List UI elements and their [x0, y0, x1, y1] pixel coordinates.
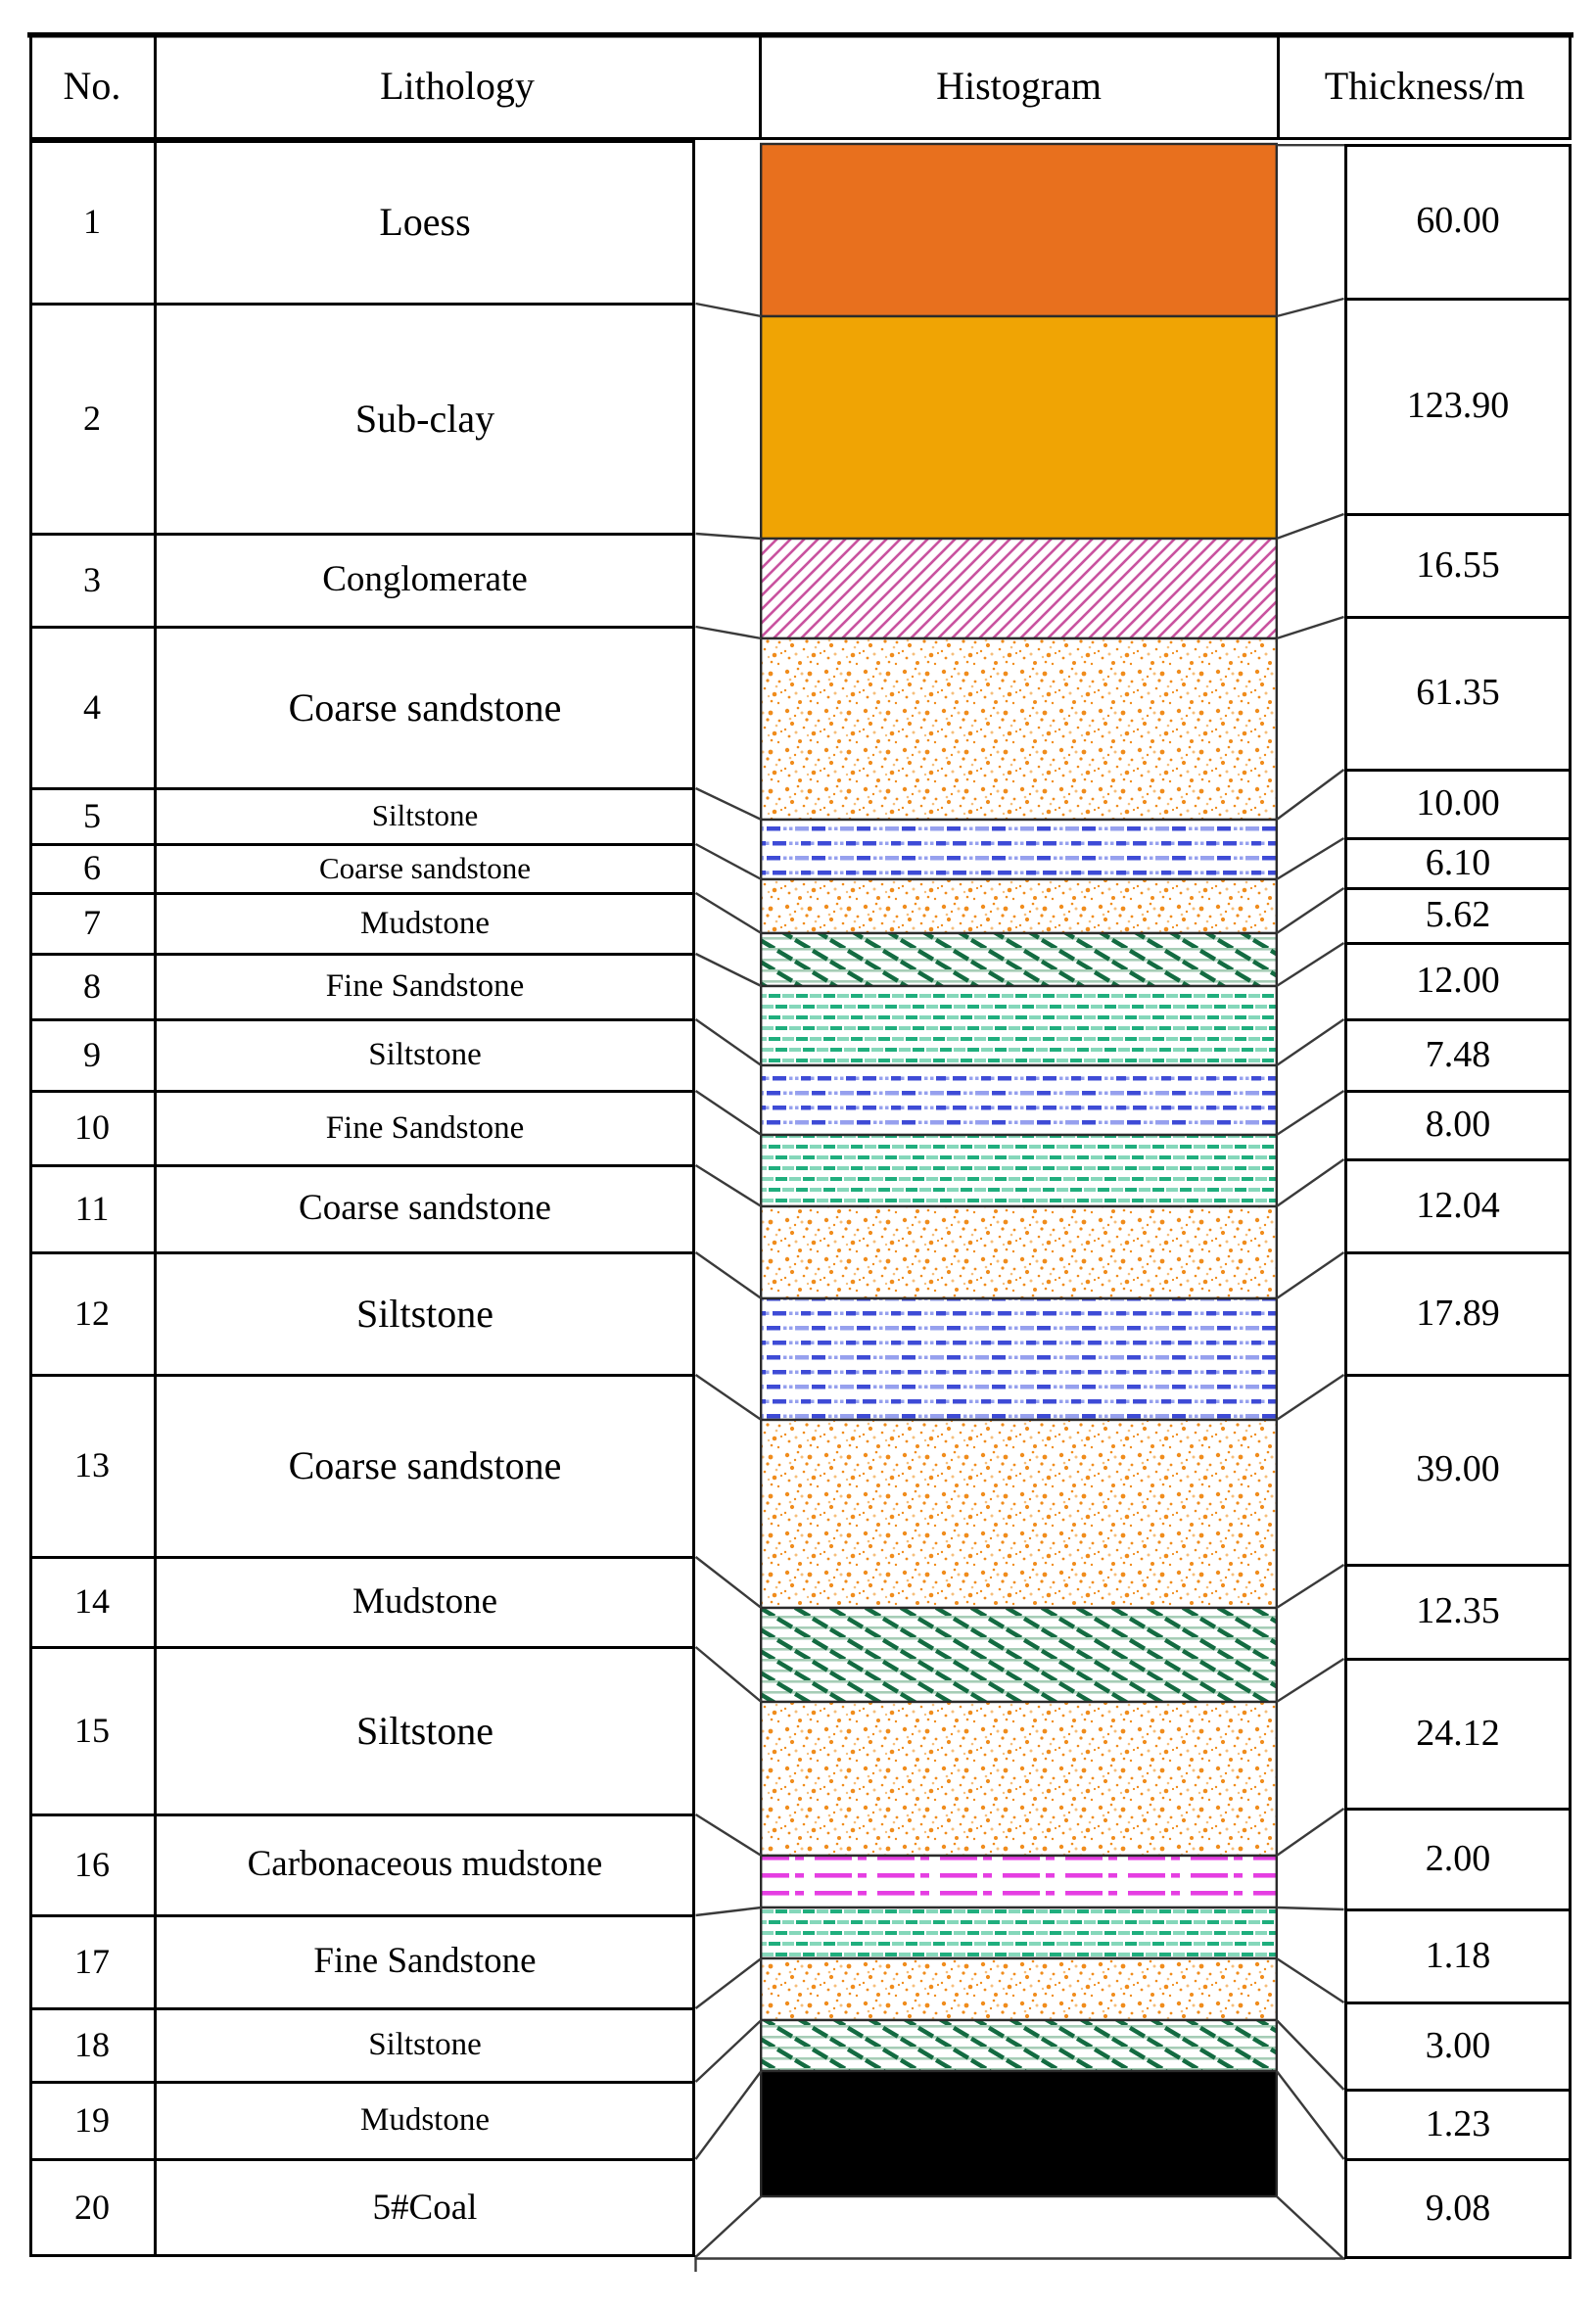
- row-no-19: 19: [74, 2099, 110, 2140]
- row-thickness-4: 61.35: [1416, 672, 1500, 714]
- header-histogram: Histogram: [936, 64, 1102, 108]
- row-no-9: 9: [83, 1034, 101, 1074]
- row-lithology-2: Sub-clay: [354, 396, 495, 441]
- row-no-10: 10: [74, 1107, 110, 1148]
- row-thickness-20: 9.08: [1425, 2188, 1491, 2230]
- row-lithology-5: Siltstone: [371, 798, 479, 833]
- row-no-13: 13: [74, 1445, 110, 1485]
- row-thickness-6: 6.10: [1425, 841, 1491, 883]
- row-lithology-14: Mudstone: [352, 1580, 497, 1622]
- row-thickness-11: 12.04: [1416, 1184, 1500, 1226]
- row-lithology-20: 5#Coal: [372, 2187, 478, 2228]
- row-lithology-10: Fine Sandstone: [325, 1109, 525, 1146]
- row-no-7: 7: [83, 903, 101, 943]
- row-no-5: 5: [83, 795, 101, 835]
- row-no-2: 2: [83, 398, 101, 438]
- row-lithology-13: Coarse sandstone: [288, 1443, 562, 1487]
- row-thickness-14: 12.35: [1416, 1590, 1500, 1632]
- row-no-6: 6: [83, 848, 101, 888]
- row-lithology-18: Siltstone: [368, 2027, 482, 2063]
- row-thickness-1: 60.00: [1416, 200, 1500, 242]
- row-no-20: 20: [74, 2188, 110, 2228]
- row-thickness-9: 7.48: [1425, 1033, 1491, 1075]
- row-lithology-12: Siltstone: [355, 1291, 494, 1336]
- row-lithology-17: Fine Sandstone: [313, 1941, 537, 1982]
- row-lithology-7: Mudstone: [360, 905, 490, 941]
- row-thickness-13: 39.00: [1416, 1448, 1500, 1490]
- row-thickness-10: 8.00: [1425, 1104, 1491, 1146]
- row-lithology-11: Coarse sandstone: [299, 1188, 551, 1229]
- row-lithology-15: Siltstone: [355, 1708, 494, 1753]
- row-thickness-16: 2.00: [1425, 1837, 1491, 1879]
- row-no-8: 8: [83, 966, 101, 1006]
- row-no-14: 14: [74, 1581, 110, 1622]
- row-lithology-6: Coarse sandstone: [318, 850, 532, 885]
- row-no-17: 17: [74, 1941, 110, 1981]
- row-lithology-1: Loess: [379, 199, 471, 244]
- row-thickness-5: 10.00: [1416, 782, 1500, 824]
- row-no-12: 12: [74, 1293, 110, 1333]
- row-thickness-7: 5.62: [1425, 894, 1491, 936]
- row-no-3: 3: [83, 559, 101, 599]
- row-lithology-4: Coarse sandstone: [288, 684, 562, 730]
- row-thickness-19: 1.23: [1425, 2102, 1491, 2144]
- row-thickness-3: 16.55: [1416, 543, 1500, 586]
- row-thickness-17: 1.18: [1425, 1934, 1491, 1976]
- header-lithology: Lithology: [380, 64, 535, 108]
- row-lithology-3: Conglomerate: [322, 559, 528, 600]
- row-lithology-9: Siltstone: [368, 1037, 482, 1073]
- header-thickness: Thickness/m: [1324, 64, 1526, 108]
- row-no-4: 4: [83, 686, 101, 727]
- row-no-15: 15: [74, 1710, 110, 1750]
- row-no-1: 1: [83, 201, 101, 241]
- row-no-11: 11: [74, 1188, 110, 1228]
- row-no-18: 18: [74, 2024, 110, 2064]
- row-thickness-12: 17.89: [1416, 1292, 1500, 1334]
- row-thickness-2: 123.90: [1406, 385, 1510, 427]
- row-lithology-16: Carbonaceous mudstone: [247, 1844, 603, 1885]
- row-lithology-8: Fine Sandstone: [325, 968, 525, 1005]
- row-lithology-19: Mudstone: [360, 2102, 490, 2139]
- row-no-16: 16: [74, 1844, 110, 1884]
- row-thickness-18: 3.00: [1425, 2024, 1491, 2066]
- header-no: No.: [63, 64, 121, 108]
- row-thickness-8: 12.00: [1416, 960, 1500, 1002]
- row-thickness-15: 24.12: [1416, 1712, 1500, 1754]
